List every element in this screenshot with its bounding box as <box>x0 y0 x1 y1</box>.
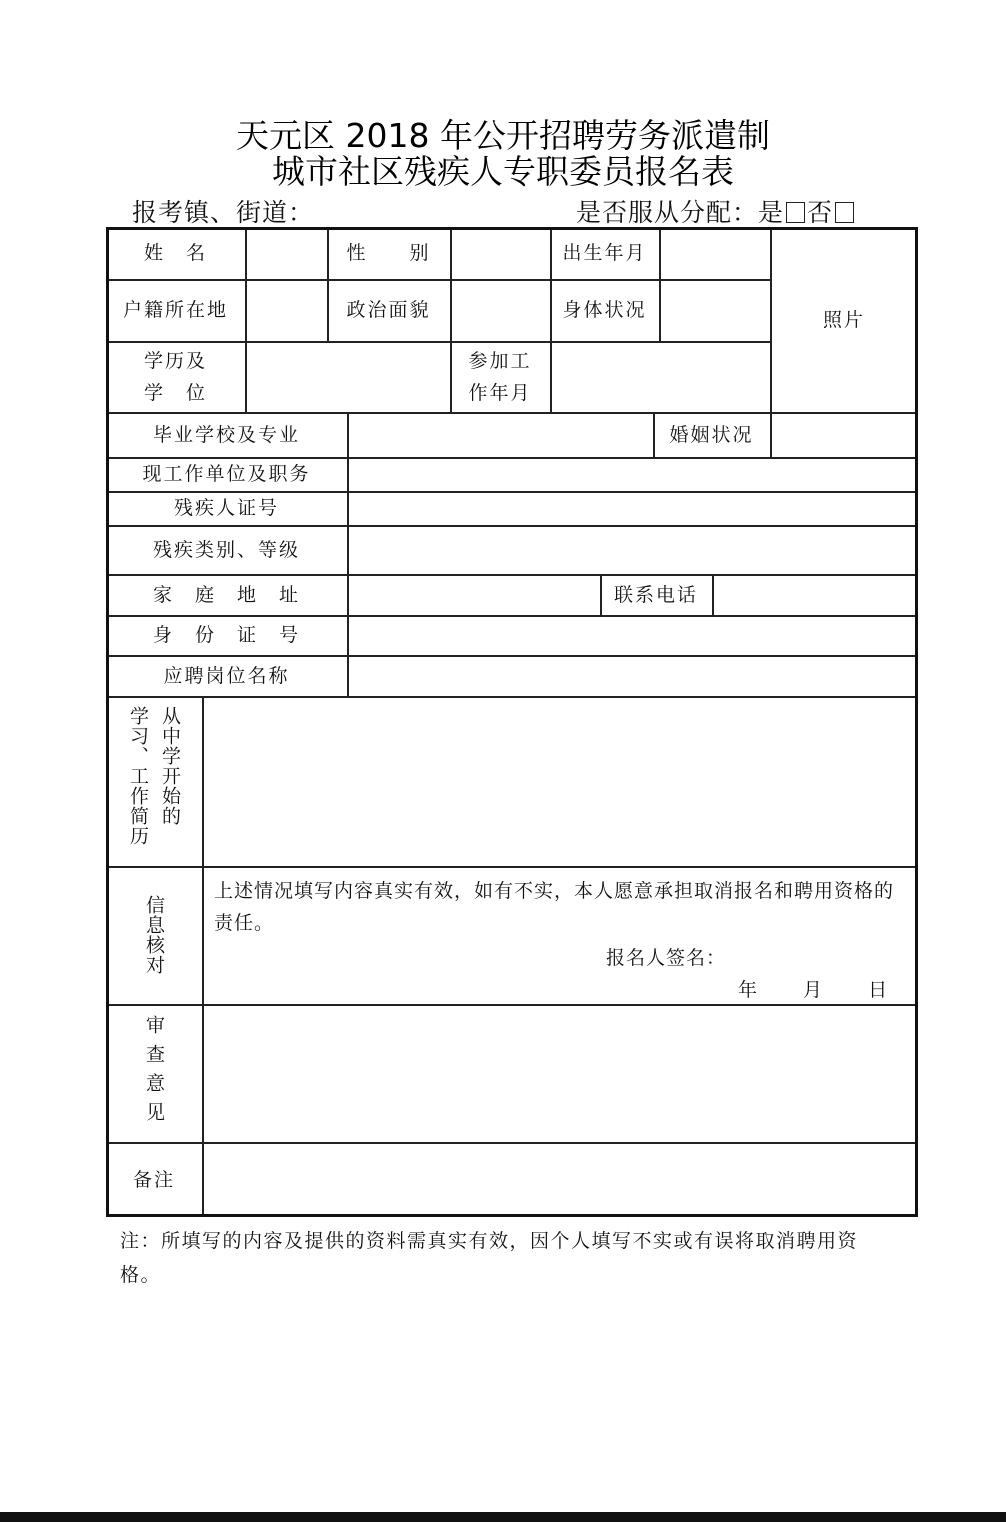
work-start-input[interactable] <box>552 343 770 412</box>
education-label <box>106 341 245 412</box>
yes-label: 是 <box>758 198 785 227</box>
work-start-label-line1: 参加工 <box>468 349 532 372</box>
registration-form <box>106 227 918 1217</box>
no-checkbox[interactable] <box>835 202 854 223</box>
yes-checkbox[interactable] <box>786 202 805 223</box>
phone-label: 联系电话 <box>613 583 698 606</box>
no-label: 否 <box>807 198 834 227</box>
address-label: 家 庭 地 址 <box>152 583 300 606</box>
name-label: 姓 名 <box>143 242 207 264</box>
birth-input[interactable] <box>661 229 770 279</box>
disability-type-label: 残疾类别、等级 <box>152 538 300 561</box>
political-label: 政治面貌 <box>346 299 431 321</box>
current-job-input[interactable] <box>349 459 918 491</box>
gender-input[interactable] <box>452 229 550 279</box>
name-input[interactable] <box>247 229 327 279</box>
education-label-line2: 学 位 <box>143 381 207 404</box>
remarks-label: 备注 <box>132 1168 175 1191</box>
work-start-label <box>450 341 550 412</box>
health-label: 身体状况 <box>562 299 647 321</box>
verify-label: 信息核对 <box>143 895 165 975</box>
resume-label-col2: 学习、工作简历 <box>127 706 149 846</box>
photo-area[interactable]: 照片 <box>822 308 865 331</box>
disability-type-input[interactable] <box>349 527 918 574</box>
resume-label <box>106 696 202 866</box>
birth-label: 出生年月 <box>562 242 647 264</box>
declaration-text: 上述情况填写内容真实有效，如有不实，本人愿意承担取消报名和聘用资格的责任。 <box>214 880 895 934</box>
marriage-input[interactable] <box>772 414 918 457</box>
phone-input[interactable] <box>714 576 918 615</box>
current-job-label: 现工作单位及职务 <box>142 463 311 485</box>
resume-label-col1: 从中学开始的 <box>159 706 181 826</box>
footnote: 注：所填写的内容及提供的资料需真实有效，因个人填写不实或有误将取消聘用资格。 <box>120 1230 859 1286</box>
review-label: 审查意见 <box>143 1015 165 1131</box>
disability-cert-label: 残疾人证号 <box>173 497 279 519</box>
address-input[interactable] <box>349 576 600 615</box>
verify-label-cell <box>106 866 202 1004</box>
work-start-label-line2: 作年月 <box>468 381 532 404</box>
disability-cert-input[interactable] <box>349 493 918 525</box>
town-field-label: 报考镇、街道： <box>132 198 315 227</box>
assignment-label: 是否服从分配： <box>576 198 759 227</box>
id-number-label: 身 份 证 号 <box>152 624 300 646</box>
school-label: 毕业学校及专业 <box>152 423 300 446</box>
marriage-label: 婚姻状况 <box>669 423 754 446</box>
resume-input[interactable] <box>204 698 918 866</box>
political-input[interactable] <box>452 281 550 341</box>
bottom-border <box>0 1512 1006 1522</box>
signature-date: 年 月 日 <box>738 979 888 1001</box>
position-label: 应聘岗位名称 <box>163 664 290 687</box>
position-input[interactable] <box>349 657 918 696</box>
health-input[interactable] <box>661 281 770 341</box>
assignment-question <box>576 193 856 229</box>
hukou-input[interactable] <box>247 281 327 341</box>
remarks-input[interactable] <box>204 1144 918 1214</box>
education-input[interactable] <box>247 343 450 412</box>
page-title-line2: 城市社区残疾人专职委员报名表 <box>272 152 734 191</box>
school-input[interactable] <box>349 414 653 457</box>
review-label-cell <box>106 1004 202 1142</box>
id-number-input[interactable] <box>349 617 918 655</box>
signature-label: 报名人签名： <box>606 947 727 969</box>
hukou-label: 户籍所在地 <box>122 299 228 321</box>
review-input[interactable] <box>204 1006 918 1142</box>
gender-label: 性 别 <box>346 242 431 264</box>
education-label-line1: 学历及 <box>143 349 207 372</box>
page-title-line1: 天元区 2018 年公开招聘劳务派遣制 <box>236 116 770 155</box>
